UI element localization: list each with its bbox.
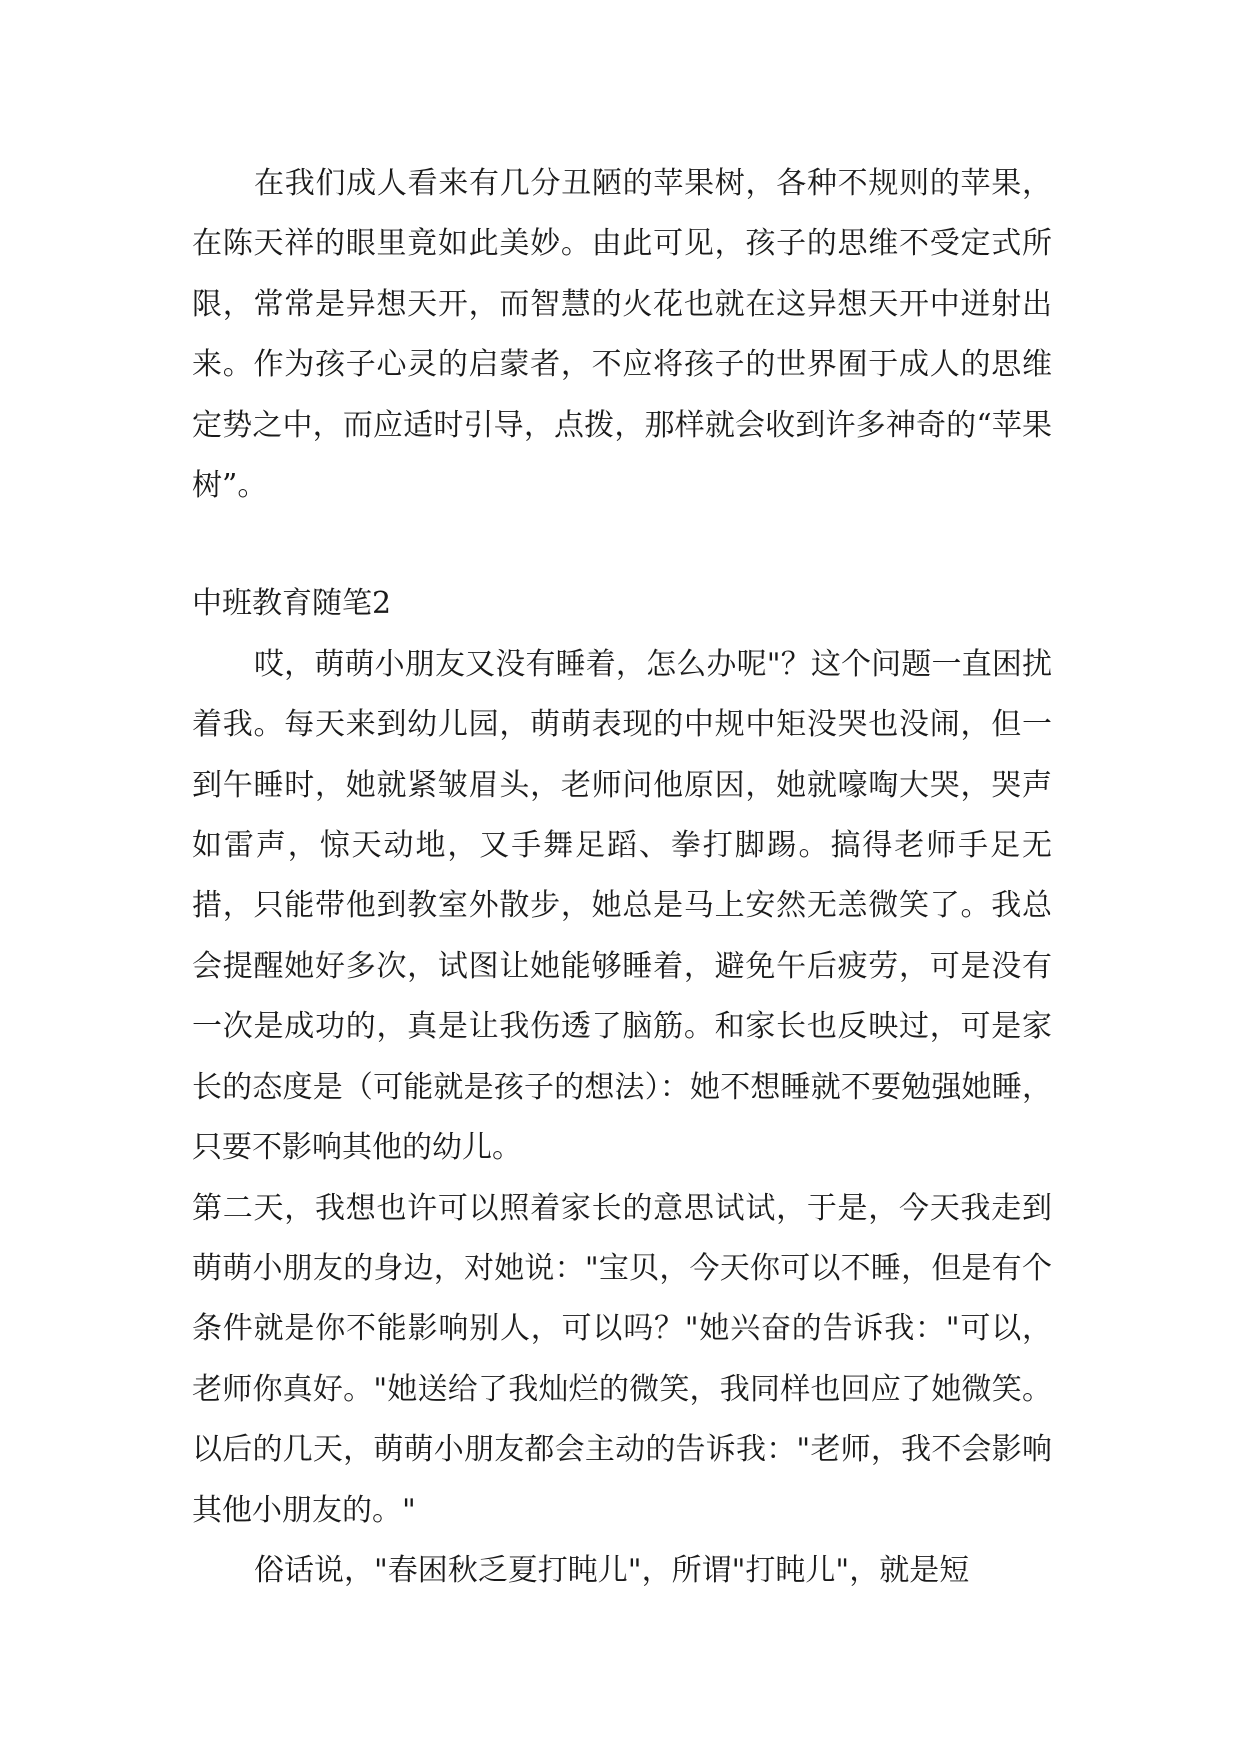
paragraph-apple-tree: 在我们成人看来有几分丑陋的苹果树，各种不规则的苹果，在陈天祥的眼里竟如此美妙。由此可见，孩子的思维不受定式所限，常常是异想天开，而智慧的火花也就在这异想天开中迸射出来。作为孩子心灵的启蒙者，不应将孩子的世界囿于成人的思维定势之中，而应适时引导，点拨，那样就会收到许多神奇的“苹果树”。 [192, 166, 1052, 504]
document-body [192, 154, 1052, 1601]
paragraph-next-day: 第二天，我想也许可以照着家长的意思试试，于是，今天我走到萌萌小朋友的身边，对她说："宝贝，今天你可以不睡，但是有个条件就是你不能影响别人，可以吗？"她兴奋的告诉我："可以，老师你真好。"她送给了我灿烂的微笑，我同样也回应了她微笑。以后的几天，萌萌小朋友都会主动的告诉我："老师，我不会影响其他小朋友的。" [192, 1190, 1052, 1528]
section-title: 中班教育随笔2 [192, 586, 392, 622]
paragraph-nap-problem: 哎，萌萌小朋友又没有睡着，怎么办呢"？这个问题一直困扰着我。每天来到幼儿园，萌萌表现的中规中矩没哭也没闹，但一到午睡时，她就紧皱眉头，老师问他原因，她就嚎啕大哭，哭声如雷声，惊天动地，又手舞足蹈、拳打脚踢。搞得老师手足无措，只能带他到教室外散步，她总是马上安然无恙微笑了。我总会提醒她好多次，试图让她能够睡着，避免午后疲劳，可是没有一次是成功的，真是让我伤透了脑筋。和家长也反映过，可是家长的态度是（可能就是孩子的想法）：她不想睡就不要勉强她睡，只要不影响其他的幼儿。 [192, 646, 1052, 1166]
paragraph-proverb: 俗话说，"春困秋乏夏打盹儿"，所谓"打盹儿"，就是短 [254, 1552, 970, 1588]
